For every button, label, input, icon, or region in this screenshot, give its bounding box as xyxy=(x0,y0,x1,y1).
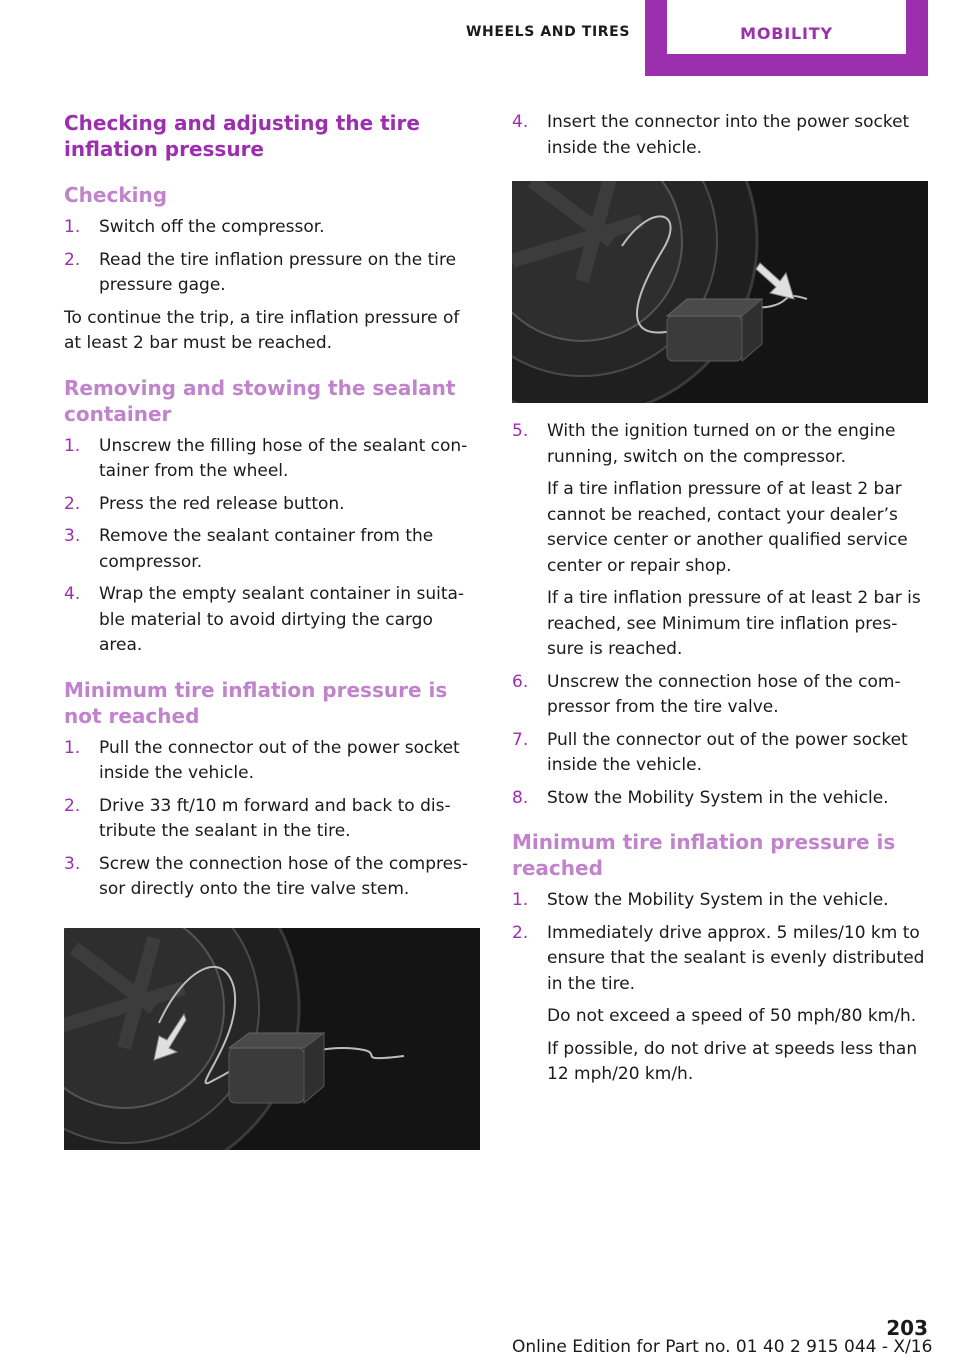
step-text: Press the red release button. xyxy=(99,493,345,514)
step-number: 3. xyxy=(64,526,81,546)
list-item xyxy=(64,492,480,518)
step-number: 1. xyxy=(64,435,81,456)
step-number: 2. xyxy=(64,795,81,816)
step-text: Unscrew the connection hose of the com‐pressor from the tire valve. xyxy=(547,671,901,717)
compressor-hose-on-valve-illustration xyxy=(64,928,480,1150)
step-text: Immediately drive approx. 5 miles/10 km to ensure that the sealant is evenly distributed in the tire. xyxy=(547,922,925,994)
step-note: If possible, do not drive at speeds less than 12 mph/20 km/h. xyxy=(547,1038,918,1084)
step-number: 1. xyxy=(64,737,81,758)
continued-steps-a xyxy=(512,110,928,161)
list-item xyxy=(64,248,480,299)
removing-steps xyxy=(64,434,480,659)
step-number: 3. xyxy=(64,853,81,874)
step-note: If a tire inflation pressure of at least 2 bar cannot be reached, contact your dealer’s service center or another qualified service center or repair shop. xyxy=(547,479,908,576)
list-item xyxy=(64,794,480,845)
list-item xyxy=(512,110,928,161)
list-item xyxy=(512,670,928,721)
not-reached-steps xyxy=(64,736,480,903)
list-item xyxy=(64,215,480,241)
step-number: 1. xyxy=(64,217,81,237)
compressor-power-connector-illustration xyxy=(512,181,928,403)
list-item xyxy=(64,736,480,787)
subheading-removing: Removing and stowing the sealant container xyxy=(64,375,456,426)
subheading-reached: Minimum tire inflation pressure is reached xyxy=(512,830,896,880)
step-text: Stow the Mobility System in the vehicle. xyxy=(547,787,889,808)
step-number: 6. xyxy=(512,671,529,692)
step-text: Pull the connector out of the power socket inside the vehicle. xyxy=(547,729,908,775)
footer-edition: Online Edition for Part no. 01 40 2 915 044 - X/16 xyxy=(512,1337,933,1357)
compressor-connector-drawing xyxy=(512,181,928,403)
step-note: Do not exceed a speed of 50 mph/80 km/h. xyxy=(547,1006,917,1026)
step-number: 4. xyxy=(64,584,81,604)
list-item xyxy=(512,728,928,779)
continued-steps-b xyxy=(512,419,928,811)
list-item xyxy=(64,434,480,485)
list-item xyxy=(512,419,928,663)
step-text: With the ignition turned on or the engine running, switch on the compressor. xyxy=(547,421,896,467)
list-item xyxy=(512,786,928,812)
chapter-tab xyxy=(645,0,928,76)
step-number: 5. xyxy=(512,421,529,441)
page-number: 203 xyxy=(886,1316,928,1340)
checking-paragraph: To continue the trip, a tire inflation pressure of at least 2 bar must be reached. xyxy=(64,307,460,353)
step-number: 4. xyxy=(512,112,529,132)
chapter-tab-label: MOBILITY xyxy=(740,24,833,43)
step-number: 7. xyxy=(512,729,529,750)
step-text: Drive 33 ft/10 m forward and back to dis‐tribute the sealant in the tire. xyxy=(99,795,451,841)
subheading-not-reached: Minimum tire inflation pressure is not reached xyxy=(64,677,448,728)
step-text: Unscrew the filling hose of the sealant con‐tainer from the wheel. xyxy=(99,435,468,481)
section-title: Checking and adjusting the tire inflation pressure xyxy=(64,111,420,161)
left-column xyxy=(64,110,480,1150)
reached-steps xyxy=(512,888,928,1088)
checking-steps xyxy=(64,215,480,299)
list-item xyxy=(64,524,480,575)
step-text: Screw the connection hose of the compres‐sor directly onto the tire valve stem. xyxy=(99,853,469,899)
step-text: Switch off the compressor. xyxy=(99,217,325,237)
list-item xyxy=(64,582,480,659)
step-text: Read the tire inflation pressure on the tire pressure gage. xyxy=(99,249,457,295)
right-column xyxy=(512,110,928,1095)
step-number: 8. xyxy=(512,787,529,808)
step-text: Stow the Mobility System in the vehicle. xyxy=(547,890,889,910)
step-text: Wrap the empty sealant container in suita‐ble material to avoid dirtying the cargo area. xyxy=(99,584,465,655)
step-text: Remove the sealant container from the compressor. xyxy=(99,526,434,572)
running-header-section: WHEELS AND TIRES xyxy=(466,24,630,40)
subheading-checking: Checking xyxy=(64,183,168,207)
chapter-tab-inner xyxy=(667,0,906,54)
step-number: 2. xyxy=(64,249,81,270)
step-note: If a tire inflation pressure of at least 2 bar is reached, see Minimum tire inflation pres‐sure is reached. xyxy=(547,588,921,659)
list-item xyxy=(512,921,928,1088)
step-number: 2. xyxy=(64,493,81,514)
list-item xyxy=(64,852,480,903)
step-number: 1. xyxy=(512,890,529,910)
list-item xyxy=(512,888,928,914)
step-text: Insert the connector into the power socket inside the vehicle. xyxy=(547,112,910,158)
step-text: Pull the connector out of the power socket inside the vehicle. xyxy=(99,737,460,783)
step-number: 2. xyxy=(512,922,529,943)
compressor-valve-drawing xyxy=(64,928,480,1150)
